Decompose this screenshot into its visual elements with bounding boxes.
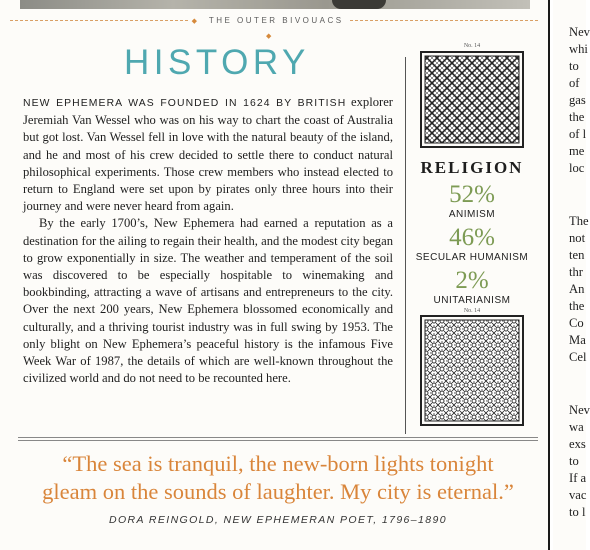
next-page-line: gas	[569, 93, 586, 107]
next-page-line: Co	[569, 316, 584, 330]
stat-label-unitarianism: UNITARIANISM	[433, 295, 511, 306]
plate-caption-bottom: No. 14	[463, 308, 481, 314]
next-page-line: of	[569, 76, 580, 90]
next-page-line: to l	[569, 505, 586, 519]
quote-rule-top	[18, 437, 538, 438]
stat-value-unitarianism: 2%	[455, 267, 489, 294]
next-page-line: to	[569, 454, 579, 468]
paragraph-1	[23, 94, 393, 215]
next-page-line: the	[569, 299, 585, 313]
next-page-line: me	[569, 144, 585, 158]
lattice-pattern-plate	[420, 51, 524, 148]
pull-quote	[18, 450, 538, 506]
next-page-line: vac	[569, 488, 587, 502]
photo-detail	[332, 0, 386, 9]
header-photo-strip	[20, 0, 530, 9]
plate-caption-top: No. 14	[463, 43, 481, 49]
next-page-line: exs	[569, 437, 586, 451]
next-page-line: Nev	[569, 403, 590, 417]
next-page-line: wa	[569, 420, 584, 434]
next-page-line: ten	[569, 248, 585, 262]
stat-value-secular-humanism: 46%	[449, 224, 495, 251]
next-page-line: whi	[569, 42, 588, 56]
page-fold	[548, 0, 550, 550]
next-page-line: If a	[569, 471, 587, 485]
quote-rule-bottom	[18, 440, 538, 441]
next-page-line: Nev	[569, 25, 590, 39]
pull-quote-line-1: “The sea is tranquil, the new-born lights tonight	[62, 451, 494, 476]
stat-value-animism: 52%	[449, 181, 495, 208]
quote-attribution: DORA REINGOLD, NEW EPHEMERAN POET, 1796–1890	[109, 514, 447, 526]
article-body	[23, 94, 393, 387]
sidebar-title: RELIGION	[420, 158, 524, 177]
next-page-line: Cel	[569, 350, 587, 364]
ornament-pattern-plate	[420, 315, 524, 426]
next-page-line: the	[569, 110, 585, 124]
stat-label-secular-humanism: SECULAR HUMANISM	[415, 252, 529, 263]
paragraph-1-text: explorer Jeremiah Van Wessel who was on his way to chart the coast of Australia but got lost. Van Wessel fell in love with the natural beauty of the island, and he and most of his crew decided to settle there to conduct natural philosophical experiments. Those crew members who instead elected to return to England were set upon by pirates only three hours into their journey and were never heard from again.	[23, 95, 393, 214]
next-page-line: An	[569, 282, 585, 296]
next-page-line: The	[569, 214, 589, 228]
column-divider	[405, 57, 406, 434]
next-page-line: not	[569, 231, 586, 245]
section-label-text: THE OUTER BIVOUACS	[208, 16, 344, 25]
diamond-icon: ◆	[191, 18, 200, 25]
lead-in: NEW EPHEMERA WAS FOUNDED IN 1624 BY BRITISH	[23, 98, 347, 109]
next-page-line: thr	[569, 265, 583, 279]
paragraph-2: By the early 1700’s, New Ephemera had earned a reputation as a destination for the ailing to regain their health, and the modest city began to grow exponentially in size. The weather and temperament of the soil was discovered to be especially hospitable to winemaking and bookbinding, attracting a wave of artisans and entrepreneurs to the city. Over the next 200 years, New Ephemera blossomed economically and culturally, and a thriving tourist industry was in full swing by 1953. The only blight on New Ephemera’s peaceful history is the infamous Five Week War of 1987, the details of which are well-known throughout the civilized world and do not need to be recounted here.	[23, 216, 393, 386]
pull-quote-line-2: gleam on the sounds of laughter. My city is eternal.”	[42, 479, 514, 504]
diamond-icon: ◆	[266, 33, 274, 40]
next-page-line: of l	[569, 127, 587, 141]
next-page-line: loc	[569, 161, 585, 175]
page-title: HISTORY	[124, 43, 310, 82]
next-page-column	[553, 0, 590, 550]
next-page-line: to	[569, 59, 579, 73]
section-label	[190, 14, 350, 40]
religion-sidebar	[412, 42, 532, 426]
next-page-line: Ma	[569, 333, 586, 347]
stat-label-animism: ANIMISM	[448, 209, 496, 220]
